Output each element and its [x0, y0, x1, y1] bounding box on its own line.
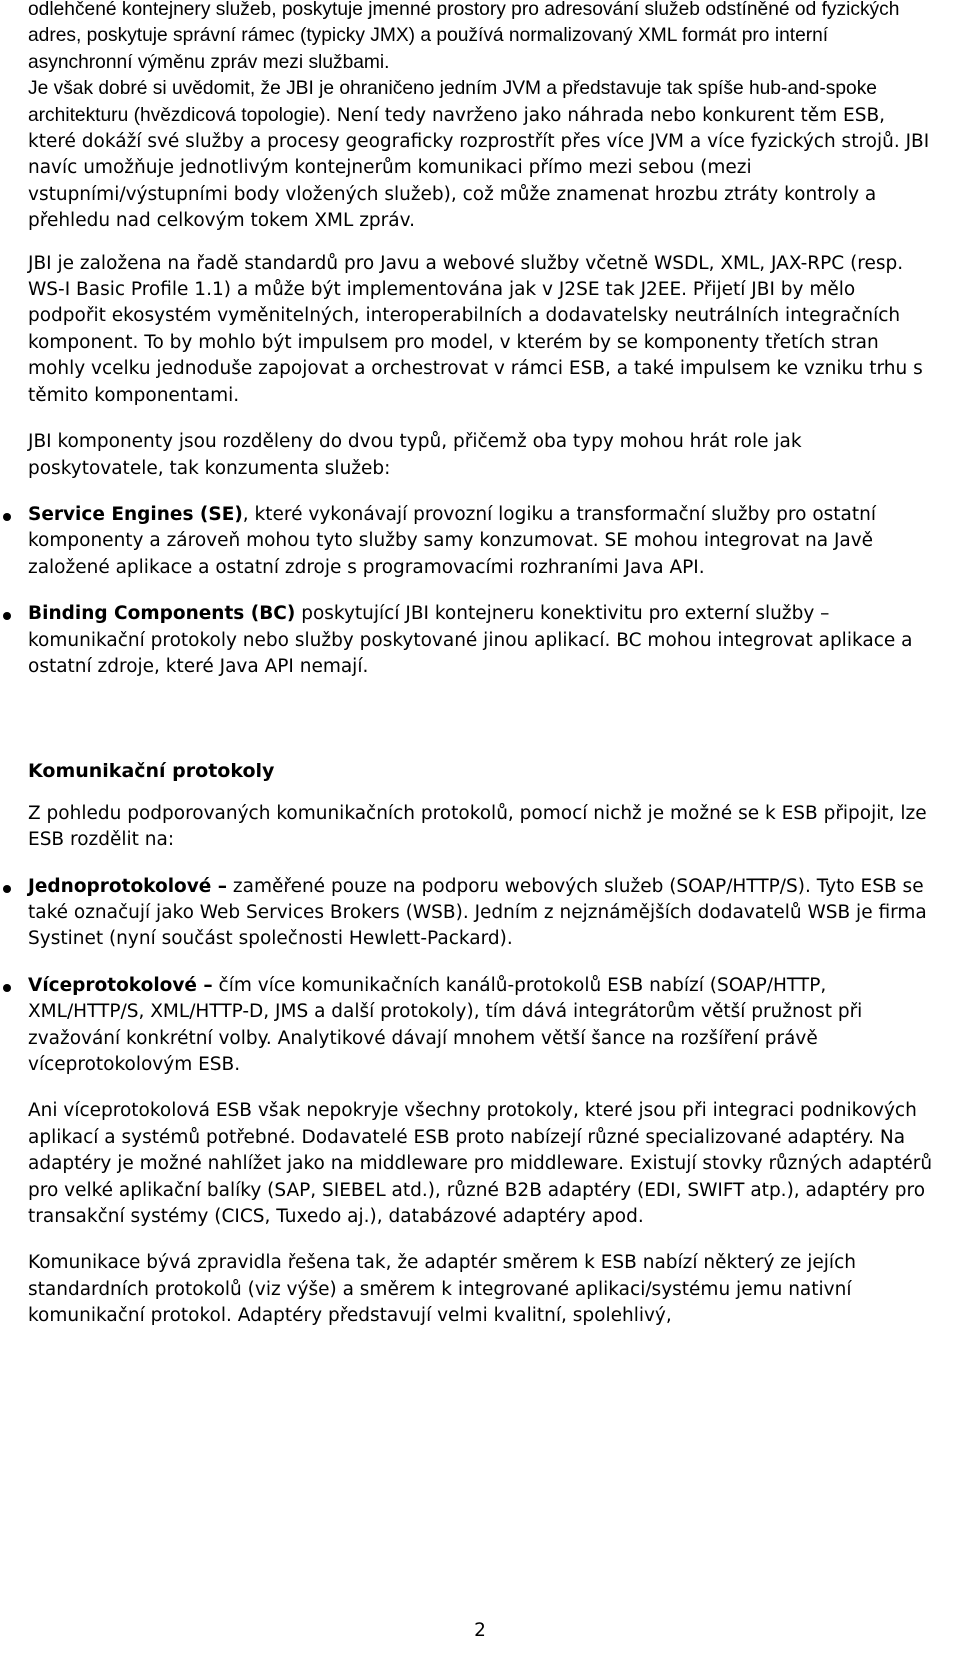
paragraph-text: odlehčené kontejnery služeb, poskytuje jmenné prostory pro adresování služeb odstíněné od fyzických adres, poskytuje správní rámec (typicky JMX) a používá normalizovaný XML formát pro interní asynchronní výměnu zpráv mezi službami.	[28, 0, 900, 73]
list-item	[28, 874, 933, 953]
paragraph-protocols-intro: Z pohledu podporovaných komunikačních protokolů, pomocí nichž je možné se k ESB připojit, lze ESB rozdělit na:	[28, 802, 927, 851]
paragraph-adapters: Ani víceprotokolová ESB však nepokryje všechny protokoly, které jsou při integraci podnikových aplikací a systémů potřebné. Dodavatelé ESB proto nabízejí různé specializované adaptéry. Na adaptéry je možné nahlížet jako na middleware pro middleware. Existují stovky různých adaptérů pro velké aplikační balíky (SAP, SIEBEL atd.), různé B2B adaptéry (EDI, SWIFT atp.), adaptéry pro transakční systémy (CICS, Tuxedo aj.), databázové adaptéry apod.	[28, 1100, 933, 1228]
list-item	[28, 502, 933, 581]
paragraph-text: Není tedy navrženo jako náhrada nebo konkurent těm ESB, které dokáží své služby a procesy geograficky rozprostřít přes více JVM a více fyzických strojů. JBI navíc umožňuje jednotlivým kontejnerům komunikaci přímo mezi sebou (mezi vstupními/výstupními body vložených služeb), což může znamenat hrozbu ztráty kontroly a přehledu nad celkovým tokem XML zpráv.	[28, 104, 930, 232]
list-item-term: Víceprotokolové –	[28, 974, 213, 996]
list-item-text: zaměřené pouze na podporu webových služeb (SOAP/HTTP/S). Tyto ESB se také označují jako Web Services Brokers (WSB). Jedním z nejznámějších dodavatelů WSB je firma Systinet (nyní součást společnosti Hewlett-Packard).	[28, 875, 927, 950]
paragraph-jbi-limits	[28, 76, 933, 234]
bullet-icon	[3, 885, 11, 893]
section-heading: Komunikační protokoly	[28, 760, 275, 783]
component-types-list	[28, 502, 933, 680]
paragraph-component-types-intro: JBI komponenty jsou rozděleny do dvou typů, přičemž oba typy mohou hrát role jak poskytovatele, tak konzumenta služeb:	[28, 431, 802, 479]
bullet-icon	[3, 612, 11, 620]
list-item	[28, 973, 933, 1079]
list-item-term: Jednoprotokolové –	[28, 875, 228, 897]
page-number: 2	[474, 1620, 486, 1641]
paragraph-jbi-intro-continued	[28, 0, 933, 76]
list-item	[28, 601, 933, 680]
list-item-text: poskytující JBI kontejneru konektivitu pro externí služby – komunikační protokoly nebo služby poskytované jinou aplikací. BC mohou integrovat aplikace a ostatní zdroje, které Java API nemají.	[28, 603, 913, 677]
paragraph-text-arial: Je však dobré si uvědomit, že JBI je ohraničeno jedním JVM a představuje tak spíše hub-and-spoke architekturu (hvězdicová topologie).	[28, 78, 877, 126]
paragraph-jbi-standards: JBI je založena na řadě standardů pro Javu a webové služby včetně WSDL, XML, JAX-RPC (resp. WS-I Basic Profile 1.1) a může být implementována jak v J2SE tak J2EE. Přijetí JBI by mělo podpořit ekosystém vyměnitelných, interoperabilních a dodavatelsky neutrálních integračních komponent. To by mohlo být impulsem pro model, v kterém by se komponenty třetích stran mohly vcelku jednoduše zapojovat a orchestrovat v rámci ESB, a také impulsem ke vzniku trhu s těmito komponentami.	[28, 252, 923, 406]
list-item-text: , které vykonávají provozní logiku a transformační služby pro ostatní komponenty a zároveň mohou tyto služby samy konzumovat. SE mohou integrovat na Javě založené aplikace a ostatní zdroje s programovacími rozhraními Java API.	[28, 503, 876, 578]
paragraph-adapter-communication: Komunikace bývá zpravidla řešena tak, že adaptér směrem k ESB nabízí některý ze jejích standardních protokolů (viz výše) a směrem k integrované aplikaci/systému jemu nativní komunikační protokol. Adaptéry představují velmi kvalitní, spolehlivý,	[28, 1252, 856, 1327]
protocol-types-list	[28, 874, 933, 1079]
list-item-term: Binding Components (BC)	[28, 603, 296, 625]
list-item-text: čím více komunikačních kanálů-protokolů ESB nabízí (SOAP/HTTP, XML/HTTP/S, XML/HTTP-D, JMS a další protokoly), tím dává integrátorům větší pružnost při zvažování konkrétní volby. Analytikové dávají mnohem větší šance na rozšíření právě víceprotokolovým ESB.	[28, 974, 863, 1075]
document-body	[28, 0, 933, 1330]
bullet-icon	[3, 513, 11, 521]
list-item-term: Service Engines (SE)	[28, 503, 243, 525]
bullet-icon	[3, 984, 11, 992]
